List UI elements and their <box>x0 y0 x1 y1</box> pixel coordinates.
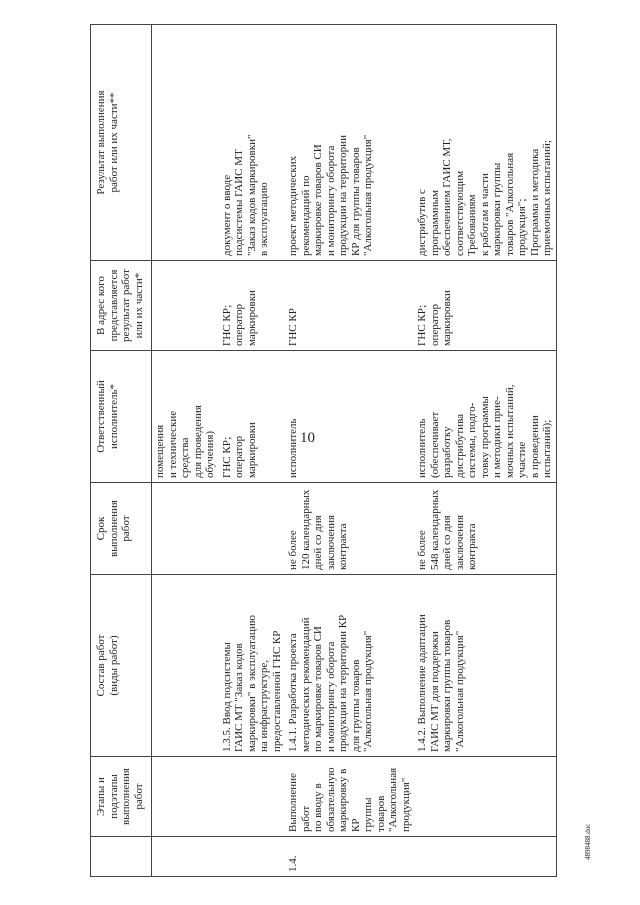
table-row <box>152 25 219 877</box>
table-row <box>414 25 556 877</box>
row-stage <box>152 757 219 837</box>
footer-document-code: 4898488.doc <box>584 823 592 860</box>
row-number <box>414 837 556 877</box>
row-result: дистрибутив с программным обеспечением ГАИС МТ, соответствующим Требованиям к работам в части маркировки группы товаров "Алкогольная продукция"; Программа и методика приемочных испытаний; <box>414 25 556 261</box>
header-deadline: Срок выполнения работ <box>91 483 152 575</box>
row-deadline <box>219 483 286 575</box>
row-executor: ГНС КР; оператор маркировки <box>219 351 286 483</box>
table-row <box>219 25 286 877</box>
row-recipient <box>152 261 219 351</box>
row-executor: исполнитель (обеспечивает разработку дистрибутива системы, подго- товку программы и методики прие- мочных испытаний, участие в проведении испытаний); <box>414 351 556 483</box>
row-number: 1.4. <box>285 837 414 877</box>
row-result <box>152 25 219 261</box>
works-table <box>90 24 557 877</box>
row-work: 1.4.2. Выполнение адаптации ГАИС МТ для поддержки маркировки группы товаров "Алкогольная продукция" <box>414 575 556 757</box>
row-work: 1.3.5. Ввод подсистемы ГАИС МТ "Заказ кодов маркировки" в эксплуатацию на инфраструктуре, предоставленной ГНС КР <box>219 575 286 757</box>
header-stages: Этапы и подэтапы выполнения работ <box>91 757 152 837</box>
row-result: проект методических рекомендаций по маркировке товаров СИ и мониторингу оборота продукции на территории КР для группы товаров "Алкогольная продукция" <box>285 25 414 261</box>
page-number: 10 <box>300 430 315 446</box>
row-executor: помещения и технические средства для проведения обучения) <box>152 351 219 483</box>
row-number <box>219 837 286 877</box>
row-deadline: не более 548 календарных дней со дня заключения контракта <box>414 483 556 575</box>
row-recipient: ГНС КР <box>285 261 414 351</box>
table-header-row <box>91 25 152 877</box>
row-work: 1.4.1. Разработка проекта методических рекомендаций по маркировке товаров СИ и мониторингу оборота продукции на территории КР для группы товаров "Алкогольная продукция" <box>285 575 414 757</box>
table-row <box>285 25 414 877</box>
header-executor: Ответственный исполнитель* <box>91 351 152 483</box>
row-executor: исполнитель <box>285 351 414 483</box>
row-number <box>152 837 219 877</box>
header-result: Результат выполнения работ или их части** <box>91 25 152 261</box>
row-result: документ о вводе подсистемы ГАИС МТ "Заказ кодов маркировки" в эксплуатацию <box>219 25 286 261</box>
row-deadline <box>152 483 219 575</box>
row-stage <box>414 757 556 837</box>
row-stage: Выполнение работ по вводу в обязательную маркировку в КР группы товаров "Алкогольная продукция" <box>285 757 414 837</box>
row-work <box>152 575 219 757</box>
row-deadline: не более 120 календарных дней со дня заключения контракта <box>285 483 414 575</box>
row-recipient: ГНС КР; оператор маркировки <box>414 261 556 351</box>
header-number <box>91 837 152 877</box>
header-recipient: В адрес кого представляется результат работ или их части* <box>91 261 152 351</box>
header-work-composition: Состав работ (виды работ) <box>91 575 152 757</box>
works-table-container <box>90 25 610 877</box>
row-recipient: ГНС КР; оператор маркировки <box>219 261 286 351</box>
row-stage <box>219 757 286 837</box>
